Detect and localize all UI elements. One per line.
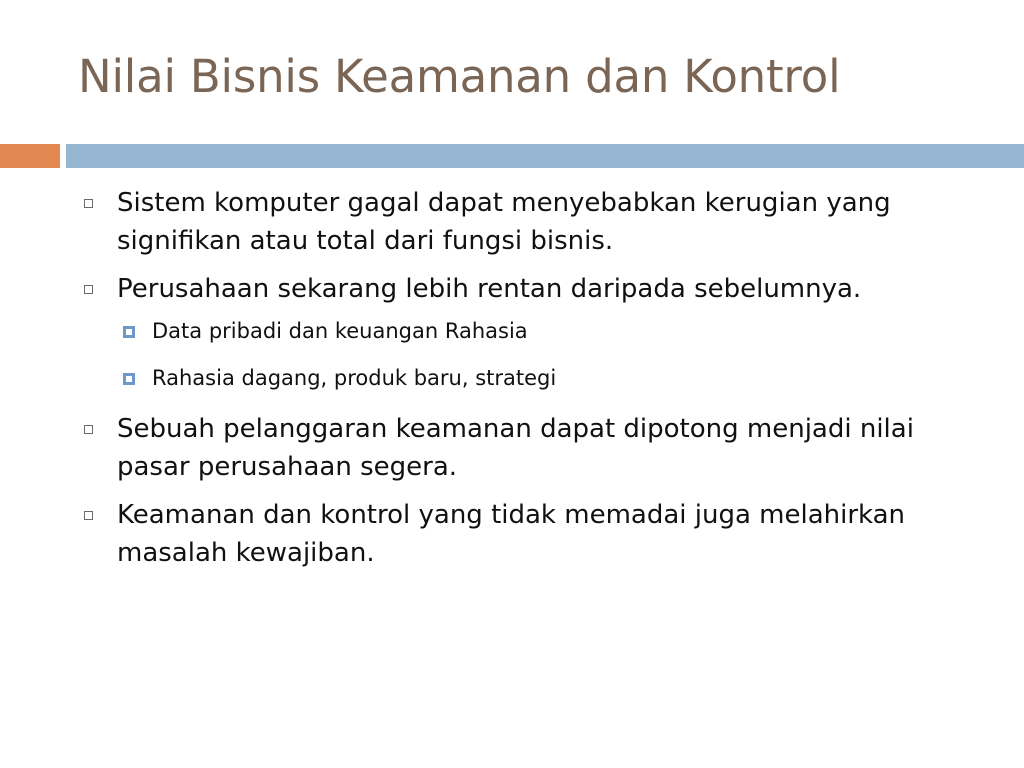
square-bullet-icon	[84, 199, 93, 208]
bullet-item	[78, 270, 978, 308]
bullet-text: Sebuah pelanggaran keamanan dapat dipotong menjadi nilai pasar perusahaan segera.	[117, 414, 914, 482]
sub-bullet-list	[78, 316, 978, 394]
square-bullet-icon	[84, 285, 93, 294]
bullet-text: Keamanan dan kontrol yang tidak memadai juga melahirkan masalah kewajiban.	[117, 500, 906, 568]
square-bullet-icon	[84, 511, 93, 520]
slide-title: Nilai Bisnis Keamanan dan Kontrol	[78, 50, 841, 103]
title-divider-bar	[66, 144, 1024, 168]
bullet-list	[78, 184, 978, 582]
title-accent-bar	[0, 144, 60, 168]
bullet-item	[78, 184, 978, 260]
sub-bullet-item	[78, 363, 978, 394]
filled-square-bullet-icon	[123, 373, 135, 385]
bullet-text: Sistem komputer gagal dapat menyebabkan kerugian yang signifikan atau total dari fungsi bisnis.	[117, 188, 891, 256]
sub-bullet-text: Data pribadi dan keuangan Rahasia	[152, 319, 528, 343]
sub-bullet-text: Rahasia dagang, produk baru, strategi	[152, 366, 557, 390]
bullet-item	[78, 496, 978, 572]
sub-bullet-item	[78, 316, 978, 347]
bullet-text: Perusahaan sekarang lebih rentan daripada sebelumnya.	[117, 274, 862, 304]
square-bullet-icon	[84, 425, 93, 434]
bullet-item	[78, 410, 978, 486]
filled-square-bullet-icon	[123, 326, 135, 338]
